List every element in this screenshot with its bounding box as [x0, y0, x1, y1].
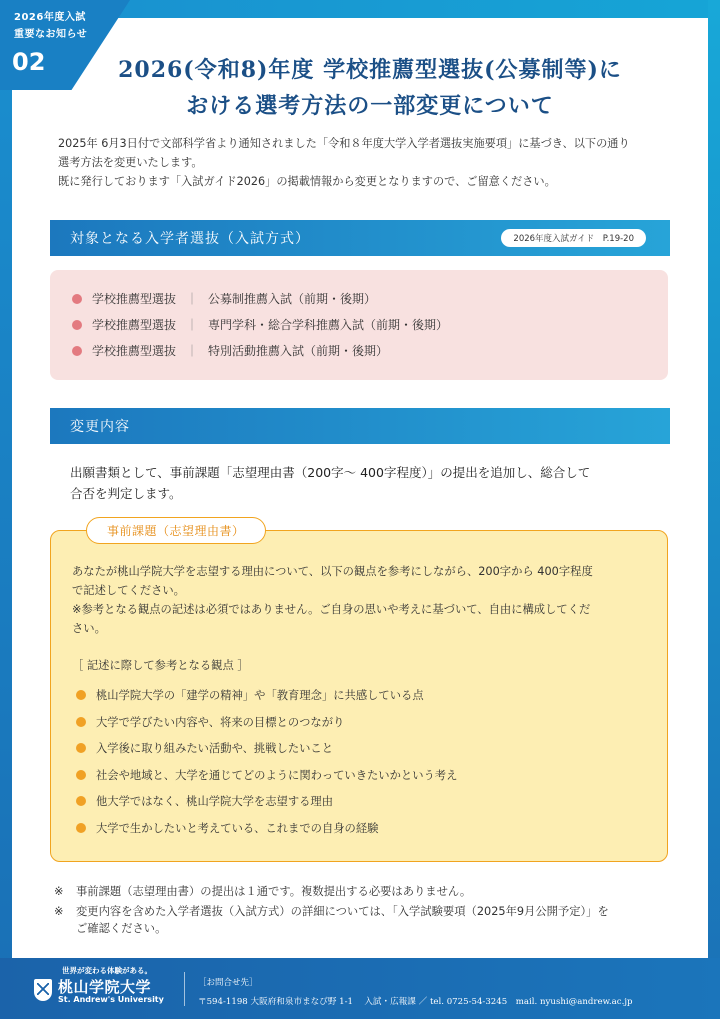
- frame-right: [708, 0, 720, 1019]
- section-target-title: 対象となる入学者選抜（入試方式）: [70, 231, 310, 247]
- pink-bullet-icon: [72, 346, 82, 356]
- assignment-body: あなたが桃山学院大学を志望する理由について、以下の観点を参考にしながら、200字から 400字程度 で記述してください。: [72, 565, 593, 597]
- pink-bullet-icon: [72, 320, 82, 330]
- target-list: [50, 270, 668, 364]
- section-change-header: [50, 408, 670, 444]
- contact-label: ［お問合せ先］: [198, 978, 258, 988]
- list-item: 入学後に取り組みたい活動や、挑戦したいこと: [76, 736, 457, 763]
- list-item: 大学で生かしたいと考えている、これまでの自身の経験: [76, 816, 457, 843]
- orange-bullet-icon: [76, 717, 86, 727]
- intro-line-1: 2025年 6月3日付で文部科学省より通知されました「令和８年度大学入学者選抜実施要項」に基づき、以下の通り: [58, 137, 630, 150]
- page-title: [60, 52, 680, 124]
- pink-bullet-icon: [72, 294, 82, 304]
- section-change-title: 変更内容: [70, 419, 130, 435]
- footnote-2: ※ 変更内容を含めた入学者選抜（入試方式）の詳細については、「入学試験要項（2025年9月公開予定）」を ご確認ください。: [54, 905, 609, 935]
- list-item: 学校推薦型選抜 ｜ 専門学科・総合学科推薦入試（前期・後期）: [72, 312, 668, 338]
- title-line-1: 2026(令和8)年度 学校推薦型選抜(公募制等)に: [118, 57, 622, 83]
- orange-bullet-icon: [76, 743, 86, 753]
- assignment-label: 事前課題（志望理由書）: [86, 517, 266, 544]
- corner-number: 02: [12, 48, 46, 76]
- intro-line-2: 選考方法を変更いたします。: [58, 156, 203, 169]
- title-line-2: おける選考方法の一部変更について: [186, 93, 554, 119]
- target-list-box: [50, 270, 668, 380]
- orange-bullet-icon: [76, 690, 86, 700]
- viewpoints-list: [76, 683, 457, 842]
- footer-tagline: 世界が変わる体験がある。: [62, 966, 152, 975]
- list-item: 桃山学院大学の「建学の精神」や「教育理念」に共感している点: [76, 683, 457, 710]
- footer-divider: [184, 972, 185, 1006]
- intro-paragraph: [58, 134, 678, 191]
- section-target-header: [50, 220, 670, 256]
- frame-left: [0, 0, 12, 1019]
- footnotes: [54, 883, 674, 940]
- viewpoints-heading: ［ 記述に際して参考となる観点 ］: [72, 659, 249, 672]
- orange-bullet-icon: [76, 796, 86, 806]
- assignment-note: ※参考となる観点の記述は必須ではありません。ご自身の思いや考えに基づいて、自由に構成してくだ さい。: [72, 603, 591, 635]
- corner-notice: 重要なお知らせ: [14, 29, 88, 40]
- orange-bullet-icon: [76, 823, 86, 833]
- list-item: 学校推薦型選抜 ｜ 公募制推薦入試（前期・後期）: [72, 286, 668, 312]
- list-item: 社会や地域と、大学を通じてどのように関わっていきたいかという考え: [76, 763, 457, 790]
- guide-page-tag: 2026年度入試ガイド P.19-20: [501, 229, 646, 247]
- university-name: 桃山学院大学: [58, 978, 152, 996]
- university-name-en: St. Andrew's University: [58, 995, 164, 1004]
- list-item: 学校推薦型選抜 ｜ 特別活動推薦入試（前期・後期）: [72, 338, 668, 364]
- footnote-1: ※ 事前課題（志望理由書）の提出は１通です。複数提出する必要はありません。: [54, 885, 472, 898]
- list-item: 大学で学びたい内容や、将来の目標とのつながり: [76, 710, 457, 737]
- university-crest-icon: [34, 979, 52, 1001]
- footer: [0, 958, 720, 1019]
- intro-line-3: 既に発行しております「入試ガイド2026」の掲載情報から変更となりますので、ご留意ください。: [58, 175, 556, 188]
- contact-info: 〒594-1198 大阪府和泉市まなび野 1-1 入試・広報課 ／ tel. 0725-54-3245 mail. nyushi@andrew.ac.jp: [198, 997, 633, 1007]
- change-description: 出願書類として、事前課題「志望理由書（200字～ 400字程度）」の提出を追加し、総合して 合否を判定します。: [70, 465, 591, 501]
- list-item: 他大学ではなく、桃山学院大学を志望する理由: [76, 789, 457, 816]
- corner-year: 2026年度入試: [14, 12, 86, 23]
- orange-bullet-icon: [76, 770, 86, 780]
